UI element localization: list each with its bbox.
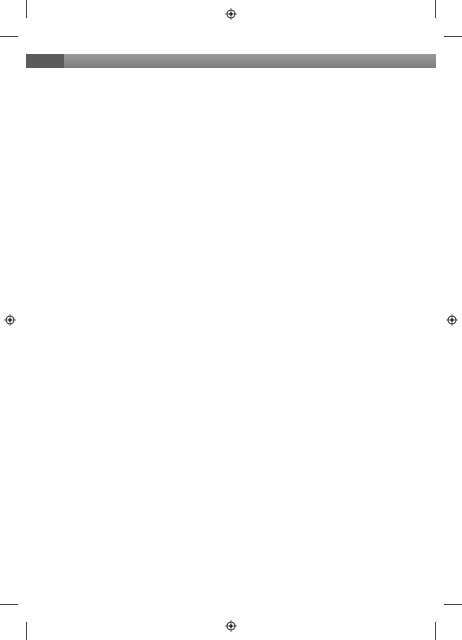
registration-mark-icon <box>4 314 16 326</box>
crop-mark <box>0 36 18 37</box>
registration-mark-icon <box>225 620 237 632</box>
registration-mark-icon <box>225 8 237 20</box>
registration-mark-icon <box>446 314 458 326</box>
running-header <box>26 54 436 68</box>
crop-mark <box>0 604 18 605</box>
crop-mark <box>26 0 27 18</box>
crop-mark <box>444 36 462 37</box>
page-number-label <box>26 54 64 68</box>
crop-mark <box>26 622 27 640</box>
crop-mark <box>435 0 436 18</box>
crop-mark <box>444 604 462 605</box>
crop-mark <box>435 622 436 640</box>
